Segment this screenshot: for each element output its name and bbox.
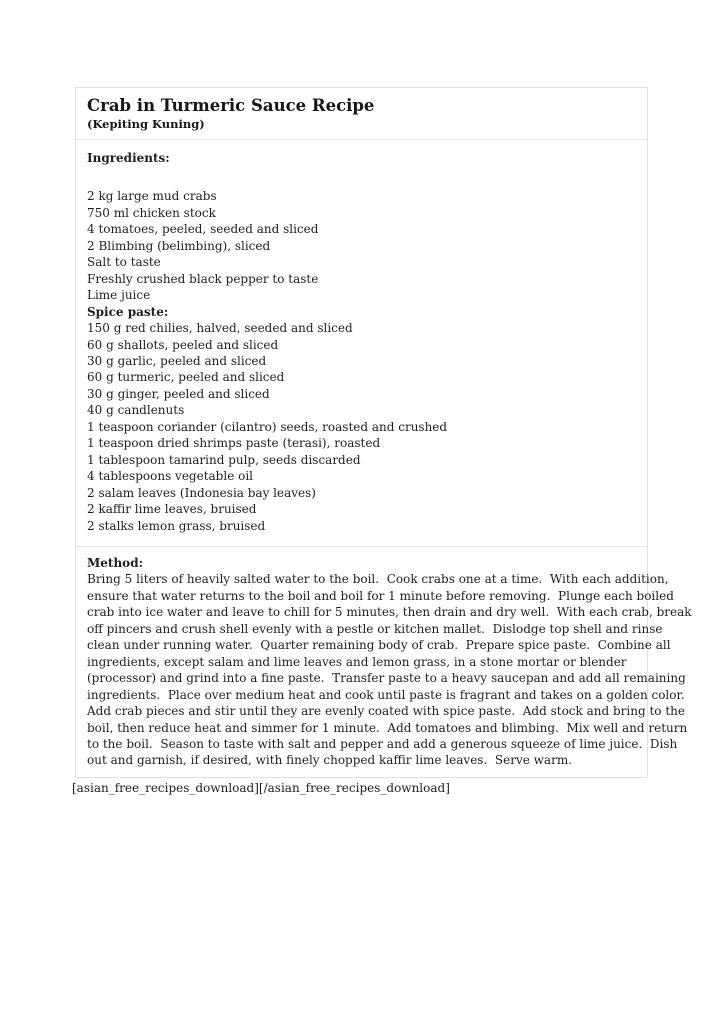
method-line: clean under running water. Quarter remaining body of crab. Prepare spice paste. Combine all: [87, 638, 671, 653]
method-heading: Method:: [87, 555, 144, 570]
spice-paste-item: 4 tablespoons vegetable oil: [87, 469, 254, 484]
spice-paste-item: 1 teaspoon coriander (cilantro) seeds, roasted and crushed: [87, 419, 448, 434]
spice-paste-item: 60 g turmeric, peeled and sliced: [87, 370, 285, 385]
ingredient-item: Salt to taste: [87, 255, 161, 270]
spice-paste-item: 150 g red chilies, halved, seeded and sliced: [87, 321, 353, 336]
spice-paste-item: 2 kaffir lime leaves, bruised: [87, 502, 257, 517]
ingredient-item: Freshly crushed black pepper to taste: [87, 271, 319, 286]
spice-paste-item: 1 teaspoon dried shrimps paste (terasi), roasted: [87, 436, 381, 451]
recipe-header: [76, 88, 647, 139]
spice-paste-list: [87, 320, 636, 534]
spice-paste-item: 1 tablespoon tamarind pulp, seeds discarded: [87, 452, 361, 467]
method-line: off pincers and crush shell evenly with a pestle or kitchen mallet. Dislodge top shell and rinse: [87, 621, 663, 636]
spice-paste-item: 40 g candlenuts: [87, 403, 185, 418]
method-line: to the boil. Season to taste with salt and pepper and add a generous squeeze of lime juice. Dish: [87, 736, 678, 751]
method-line: (processor) and grind into a fine paste. Transfer paste to a heavy saucepan and add all remaining: [87, 671, 686, 686]
spice-paste-heading: Spice paste:: [87, 304, 169, 319]
recipe-title: Crab in Turmeric Sauce Recipe: [87, 96, 375, 115]
spice-paste-item: 2 stalks lemon grass, bruised: [87, 518, 266, 533]
spice-paste-item: 60 g shallots, peeled and sliced: [87, 337, 279, 352]
ingredient-item: 2 kg large mud crabs: [87, 189, 217, 204]
ingredient-item: Lime juice: [87, 288, 151, 303]
spacer-line: [87, 166, 636, 188]
method-line: boil, then reduce heat and simmer for 1 minute. Add tomatoes and blimbing. Mix well and return: [87, 720, 688, 735]
method-line: ingredients. Place over medium heat and cook until paste is fragrant and takes on a golden color.: [87, 687, 685, 702]
ingredient-item: 4 tomatoes, peeled, seeded and sliced: [87, 222, 319, 237]
spice-paste-item: 2 salam leaves (Indonesia bay leaves): [87, 485, 316, 500]
method-text: [87, 571, 692, 768]
method-line: out and garnish, if desired, with finely chopped kaffir lime leaves. Serve warm.: [87, 753, 573, 768]
method-line: Bring 5 liters of heavily salted water to the boil. Cook crabs one at a time. With each addition,: [87, 572, 669, 587]
method-line: crab into ice water and leave to chill for 5 minutes, then drain and dry well. With each crab, break: [87, 605, 692, 620]
spice-paste-item: 30 g ginger, peeled and sliced: [87, 386, 270, 401]
spice-paste-item: 30 g garlic, peeled and sliced: [87, 353, 267, 368]
method-line: ingredients, except salam and lime leaves and lemon grass, in a stone mortar or blender: [87, 654, 627, 669]
ingredient-item: 750 ml chicken stock: [87, 205, 216, 220]
method-line: ensure that water returns to the boil and boil for 1 minute before removing. Plunge each boiled: [87, 588, 674, 603]
recipe-card: [75, 87, 692, 778]
method-section: [76, 546, 692, 777]
ingredient-item: 2 Blimbing (belimbing), sliced: [87, 238, 271, 253]
ingredients-section: [76, 139, 647, 546]
shortcode-text: [asian_free_recipes_download][/asian_free_recipes_download]: [72, 781, 450, 795]
recipe-subtitle: (Kepiting Kuning): [87, 117, 205, 131]
ingredients-list: [87, 188, 636, 303]
method-line: Add crab pieces and stir until they are evenly coated with spice paste. Add stock and bring to the: [87, 704, 685, 719]
ingredients-heading: Ingredients:: [87, 151, 170, 165]
